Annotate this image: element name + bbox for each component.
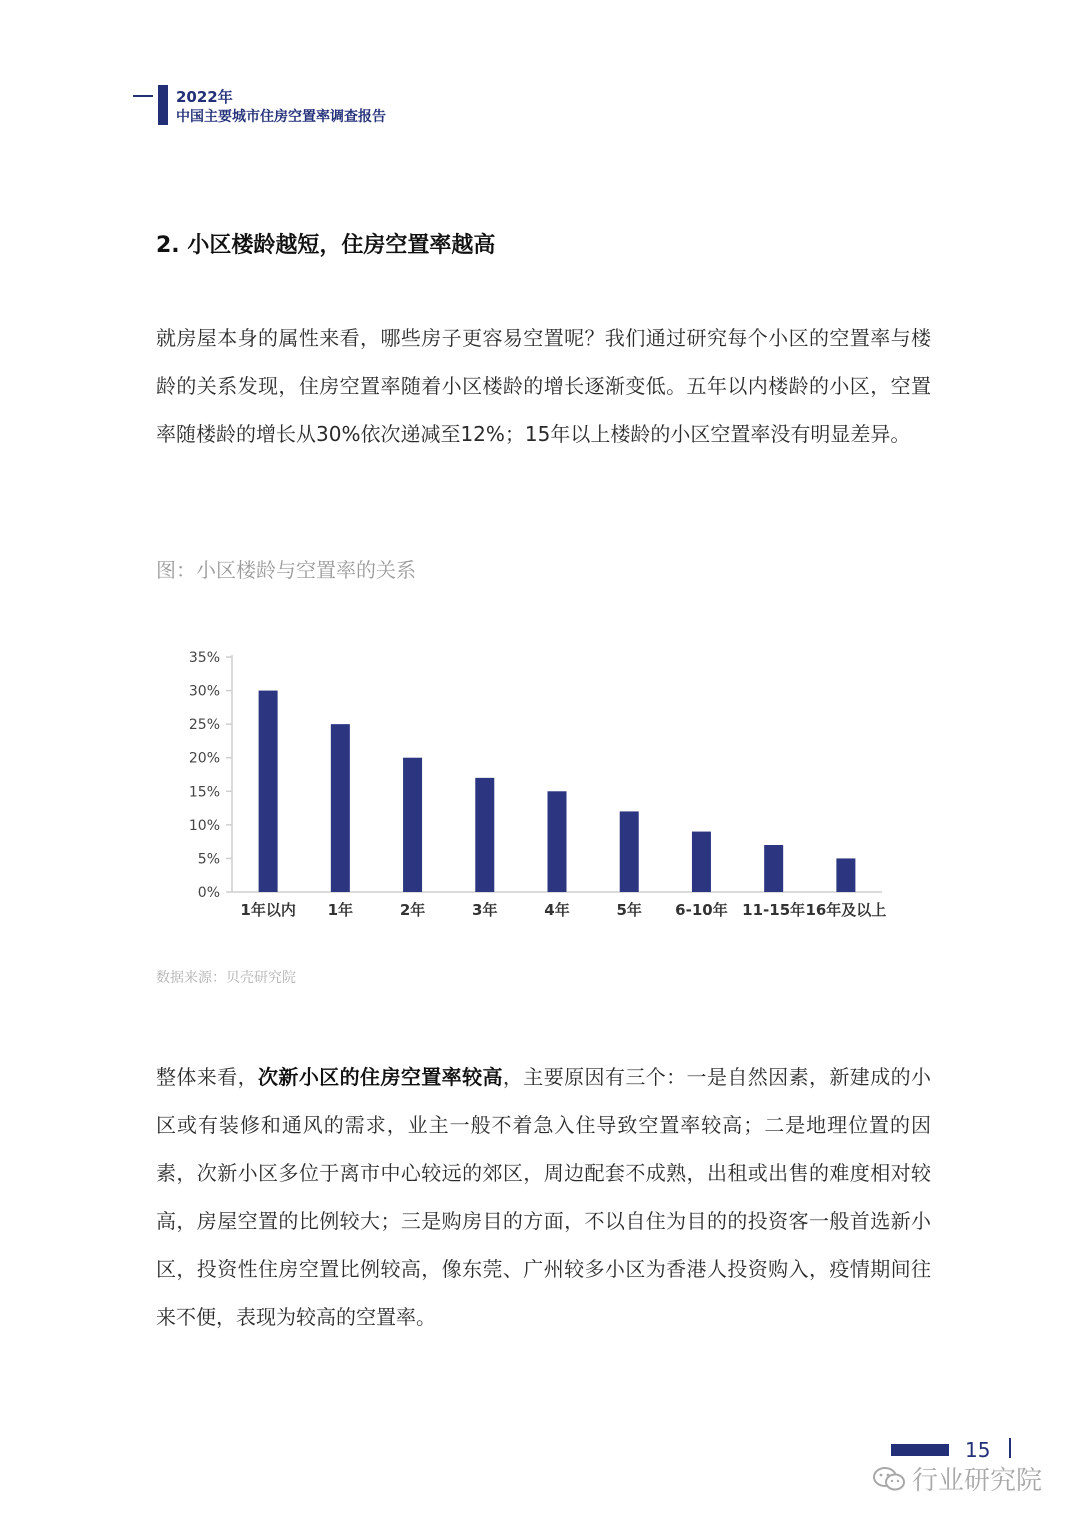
- y-tick-label: 35%: [188, 650, 220, 666]
- page-number-divider: [1009, 1438, 1011, 1458]
- paragraph-intro: 就房屋本身的属性来看，哪些房子更容易空置呢？我们通过研究每个小区的空置率与楼龄的关系发现，住房空置率随着小区楼龄的增长逐渐变低。五年以内楼龄的小区，空置率随楼龄的增长从30%依次递减至12%；15年以上楼龄的小区空置率没有明显差异。: [156, 326, 931, 446]
- paragraph-analysis: [156, 1053, 931, 1341]
- x-tick-label: 16年及以上: [805, 901, 887, 919]
- x-tick-label: 5年: [616, 901, 642, 919]
- bar: [764, 845, 783, 892]
- y-tick-label: 15%: [188, 784, 220, 801]
- x-tick-label: 4年: [544, 901, 570, 919]
- bar: [331, 724, 350, 892]
- analysis-lead: 整体来看，: [156, 1065, 259, 1089]
- x-tick-label: 3年: [472, 901, 498, 919]
- analysis-rest: ，主要原因有三个：一是自然因素，新建成的小区或有装修和通风的需求，业主一般不着急入住导致空置率较高；二是地理位置的因素，次新小区多位于离市中心较远的郊区，周边配套不成熟，出租或出售的难度相对较高，房屋空置的比例较大；三是购房目的方面，不以自住为目的的投资客一般首选新小区，投资性住房空置比例较高，像东莞、广州较多小区为香港人投资购入，疫情期间往来不便，表现为较高的空置率。: [156, 1065, 932, 1329]
- y-tick-label: 5%: [197, 851, 220, 868]
- x-axis-labels: [240, 901, 886, 919]
- y-tick-label: 10%: [188, 817, 220, 834]
- page-number: 15: [965, 1438, 991, 1462]
- watermark: [872, 1460, 1042, 1497]
- wechat-icon: [872, 1465, 906, 1493]
- x-tick-label: 6-10年: [675, 901, 728, 919]
- bar: [692, 832, 711, 892]
- section-title: 2. 小区楼龄越短，住房空置率越高: [156, 233, 496, 258]
- bar: [259, 691, 278, 892]
- y-tick-label: 20%: [188, 750, 220, 767]
- y-tick-label: 30%: [188, 683, 220, 700]
- bar: [475, 778, 494, 892]
- footer-accent-bar: [891, 1444, 949, 1456]
- y-tick-label: 0%: [197, 885, 220, 901]
- header-accent-bar: [158, 85, 168, 125]
- bar: [548, 791, 567, 892]
- bar: [620, 811, 639, 892]
- data-source: 数据来源：贝壳研究院: [156, 970, 296, 986]
- y-tick-label: 25%: [188, 717, 220, 734]
- x-tick-label: 2年: [399, 901, 426, 919]
- bar: [403, 758, 422, 892]
- bar: [836, 858, 855, 892]
- header-report-title: 中国主要城市住房空置率调查报告: [176, 109, 386, 125]
- bars: [259, 691, 856, 892]
- watermark-text: 行业研究院: [912, 1466, 1043, 1496]
- x-tick-label: 1年以内: [240, 901, 296, 919]
- header-rule: [133, 95, 153, 97]
- x-tick-label: 1年: [327, 901, 354, 919]
- analysis-emphasis: 次新小区的住房空置率较高: [258, 1065, 503, 1089]
- figure-caption: 图：小区楼龄与空置率的关系: [156, 558, 416, 582]
- y-axis-ticks: [189, 650, 232, 901]
- x-tick-label: 11-15年: [742, 901, 806, 919]
- bar-chart: [150, 640, 910, 930]
- header-year: 2022年: [176, 88, 233, 106]
